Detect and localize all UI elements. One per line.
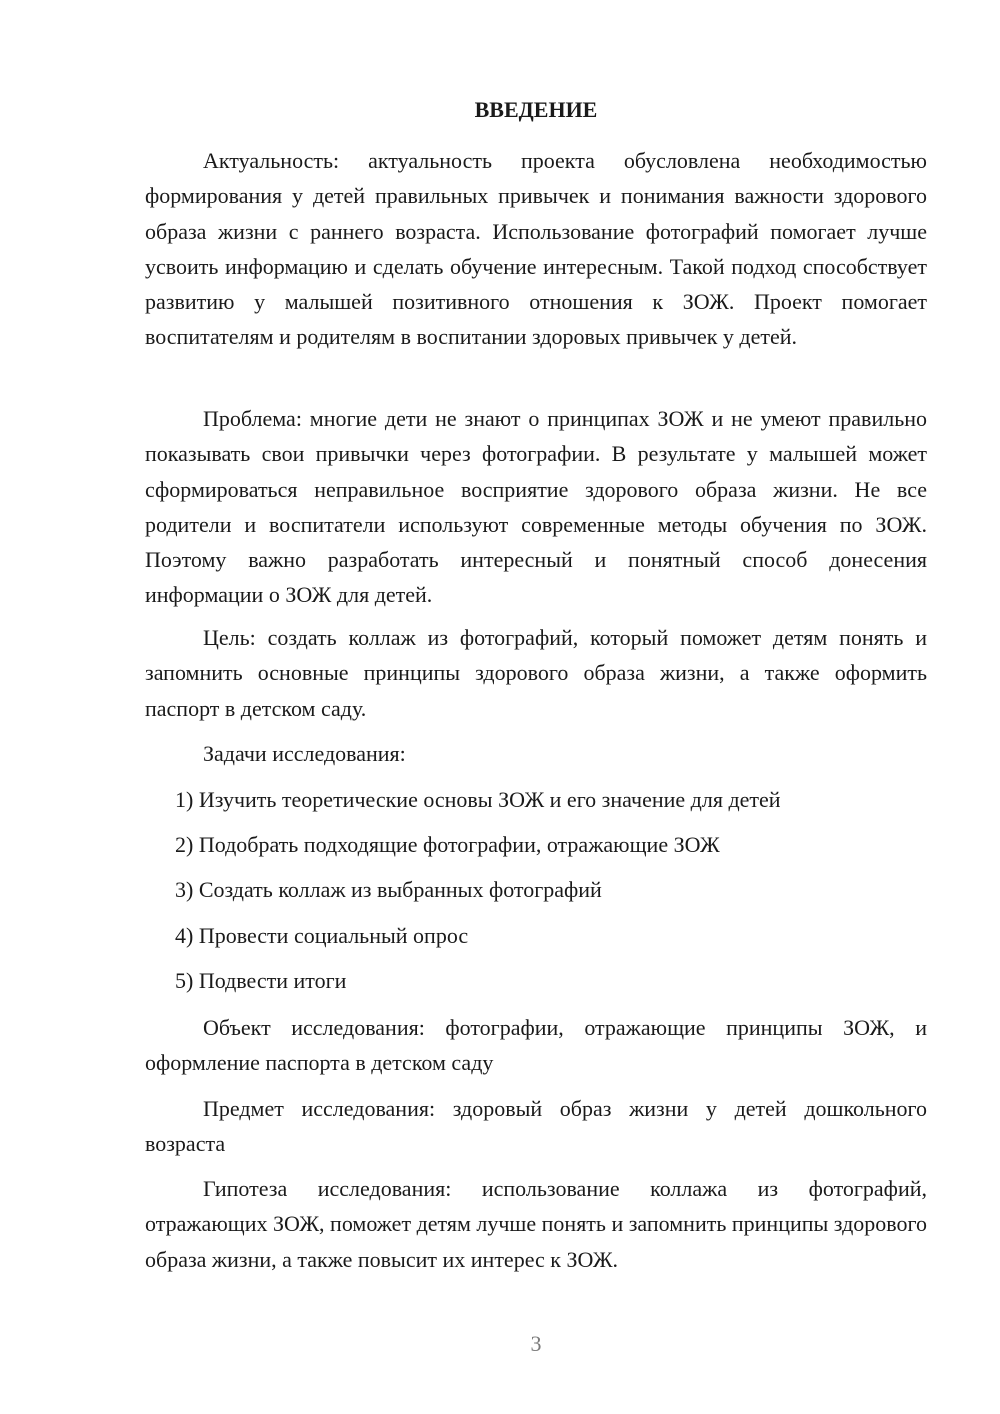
- list-item: 5) Подвести итоги: [175, 968, 347, 993]
- hypothesis-paragraph: Гипотеза исследования: использование коллажа из фотографий, отражающих ЗОЖ, поможет детям лучше понять и запомнить принципы здорового образа жизни, а также повысит их интерес к ЗОЖ.: [145, 1176, 927, 1272]
- list-item: 3) Создать коллаж из выбранных фотографий: [175, 877, 602, 902]
- subject-paragraph: Предмет исследования: здоровый образ жизни у детей дошкольного возраста: [145, 1096, 927, 1157]
- page-number: 3: [530, 1331, 542, 1356]
- document-page: [145, 0, 927, 1414]
- list-item: 4) Провести социальный опрос: [175, 923, 469, 948]
- list-item: 2) Подобрать подходящие фотографии, отражающие ЗОЖ: [175, 832, 720, 857]
- page-title: ВВЕДЕНИЕ: [474, 97, 598, 122]
- problem-paragraph: Проблема: многие дети не знают о принципах ЗОЖ и не умеют правильно показывать свои привычки через фотографии. В результате у малышей может сформироваться неправильное восприятие здорового образа жизни. Не все родители и воспитатели используют современные методы обучения по ЗОЖ. Поэтому важно разработать интересный и понятный способ донесения информации о ЗОЖ для детей.: [145, 406, 927, 608]
- tasks-heading: Задачи исследования:: [203, 741, 406, 766]
- actuality-paragraph: Актуальность: актуальность проекта обусловлена необходимостью формирования у детей правильных привычек и понимания важности здорового образа жизни с раннего возраста. Использование фотографий помогает лучше усвоить информацию и сделать обучение интересным. Такой подход способствует развитию у малышей позитивного отношения к ЗОЖ. Проект помогает воспитателям и родителям в воспитании здоровых привычек у детей.: [145, 148, 927, 350]
- goal-paragraph: Цель: создать коллаж из фотографий, который поможет детям понять и запомнить основные принципы здорового образа жизни, а также оформить паспорт в детском саду.: [145, 625, 927, 721]
- object-paragraph: Объект исследования: фотографии, отражающие принципы ЗОЖ, и оформление паспорта в детском саду: [145, 1015, 927, 1076]
- list-item: 1) Изучить теоретические основы ЗОЖ и его значение для детей: [175, 787, 781, 812]
